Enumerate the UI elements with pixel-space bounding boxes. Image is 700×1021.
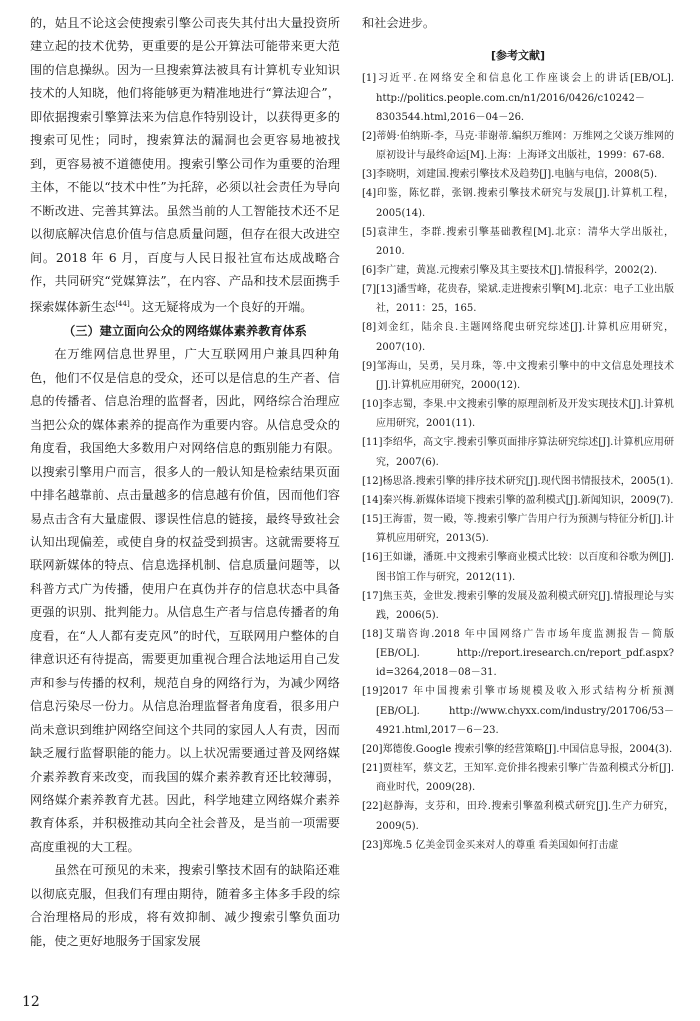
page-number: 12: [22, 994, 40, 1010]
reference-item: [20]郑德俊.Google 搜索引擎的经营策略[J].中国信息导报，2004(3).: [362, 743, 673, 755]
right-column: [362, 12, 674, 855]
reference-item: [19]2017 年中国搜索引擎市场规模及收入形式结构分析预测[EB/OL]. http://www.chyxx.com/industry/201706/53－4921.html,2017－6－23.: [362, 686, 674, 736]
reference-item: [14]秦兴梅.新媒体语境下搜索引擎的盈利模式[J].新闻知识，2009(7).: [362, 494, 674, 506]
reference-item: [11]李绍华，高文宇.搜索引擎页面排序算法研究综述[J].计算机应用研究，2007(6).: [362, 437, 674, 468]
reference-item: [9]邹海山，吴勇，吴月珠，等.中文搜索引擎中的中文信息处理技术[J].计算机应用研究，2000(12).: [362, 360, 674, 391]
reference-item: [4]印鉴，陈忆群，张钢.搜索引擎技术研究与发展[J].计算机工程，2005(14).: [362, 188, 674, 219]
reference-item: [3]李晓明，刘建国.搜索引擎技术及趋势[J].电脑与电信，2008(5).: [362, 169, 658, 181]
section-heading: （三）建立面向公众的网络媒体素养教育体系: [63, 323, 307, 338]
reference-item: [16]王如谦，潘斑.中文搜索引擎商业模式比较：以百度和谷歌为例[J].图书馆工作与研究，2012(11).: [362, 552, 674, 583]
body-paragraph-tail: 和社会进步。: [362, 16, 436, 30]
left-column: [30, 12, 340, 953]
reference-item: [1]习近平.在网络安全和信息化工作座谈会上的讲话[EB/OL]. http://politics.people.com.cn/n1/2016/0426/c10242－8303544.html,2016－04－26.: [362, 73, 674, 123]
reference-item: [22]赵静海，支芬和，田玲.搜索引擎盈利模式研究[J].生产力研究，2009(5).: [362, 801, 674, 832]
reference-item: [12]杨思洛.搜索引擎的排序技术研究[J].现代图书情报技术，2005(1).: [362, 475, 674, 487]
reference-item: [15]王海雷，贺一殿，等.搜索引擎广告用户行为预测与特征分析[J].计算机应用研究，2013(5).: [362, 514, 674, 545]
reference-item: [8]刘金红，陆余良.主题网络爬虫研究综述[J].计算机应用研究，2007(10).: [362, 322, 674, 353]
body-paragraph-1: 的，姑且不论这会使搜索引擎公司丧失其付出大量投资所建立起的技术优势，更重要的是公开算法可能带来更大范围的信息操纵。因为一旦搜索算法被具有计算机专业知识技术的人知晓，他们将能够更为精准地进行“算法迎合”，即依据搜索引擎算法来为信息作特别设计，以获得更多的搜索可见性；同时，搜索算法的漏洞也会更容易地被找到，更容易被不道德使用。搜索引擎公司作为重要的治理主体，不能以“技术中性”为托辞，必须以社会责任为导向不断改进、完善其算法。虽然当前的人工智能技术还不足以彻底解决信息价值与信息质量问题，但存在很大改进空间。2018 年 6 月，百度与人民日报社宣布达成战略合作，共同研究“党媒算法”，在内容、产品和技术层面携手探索媒体新生态[44]。这无疑将成为一个良好的开端。: [30, 16, 340, 315]
references-list: [362, 69, 674, 854]
reference-item: [2]蒂姆·伯纳斯-李，马克·菲谢蒂.编织万维网：万维网之父谈万维网的原初设计与最终命运[M].上海：上海译文出版社，1999：67-68.: [362, 130, 674, 162]
reference-item: [18]艾瑞咨询.2018 年中国网络广告市场年度监测报告－简版[EB/OL]. http://report.iresearch.cn/report_pdf.aspx?id=3264,2018－08－31.: [362, 628, 674, 679]
reference-item: [7][13]潘雪峰，花贵春，梁斌.走进搜索引擎[M].北京：电子工业出版社，2011：25，165.: [362, 284, 674, 315]
body-paragraph-3: 虽然在可预见的未来，搜索引擎技术固有的缺陷还难以彻底克服，但我们有理由期待，随着多主体多手段的综合治理格局的形成，将有效抑制、减少搜索引擎负面功能，使之更好地服务于国家发展: [30, 863, 340, 948]
reference-item: [23]郑堍.5 亿美金罚金买来对人的尊重 看美国如何打击虚: [362, 839, 619, 851]
reference-item: [21]贾桂军，蔡文艺，王知军.竞价排名搜索引擎广告盈利模式分析[J].商业时代，2009(28).: [362, 763, 674, 794]
reference-item: [6]李广建，黄崑.元搜索引擎及其主要技术[J].情报科学，2002(2).: [362, 265, 658, 277]
reference-item: [10]李志蜀，李果.中文搜索引擎的原理剖析及开发实现技术[J].计算机应用研究，2001(11).: [362, 399, 674, 430]
body-paragraph-2: 在万维网信息世界里，广大互联网用户兼具四种角色，他们不仅是信息的受众，还可以是信息的生产者、信息的传播者、信息治理的监督者，因此，网络综合治理应当把公众的媒体素养的提高作为重要内容。从信息受众的角度看，我国绝大多数用户对网络信息的甄别能力有限。以搜索引擎用户而言，很多人的一般认知是检索结果页面中排名越靠前、点击量越多的信息越有价值，因而他们容易点击含有大量虚假、谬误性信息的链接，最终导致社会认知出现偏差，或使自身的权益受到损害。这就需要将互联网新媒体的特点、信息选择机制、信息质量问题等，以科普方式广为传播，使用户在真伪并存的信息状态中具备更强的识别、批判能力。从信息生产者与信息传播者的角度看，在“人人都有麦克风”的时代，互联网用户整体的自律意识还有待提高，需要更加重视合理合法地运用自己发声和参与传播的权利，规范自身的网络行为，为减少网络信息污染尽一份力。从信息治理监督者角度看，很多用户尚未意识到维护网络空间这个共同的家园人人有责，因而缺乏履行监督职能的能力。以上状况需要通过普及网络媒介素养教育来改变，而我国的媒介素养教育还比较薄弱，网络媒介素养教育尤甚。因此，科学地建立网络媒介素养教育体系，并积极推动其向全社会普及，是当前一项需要高度重视的大工程。: [30, 347, 340, 854]
reference-item: [5]袁津生，李群.搜索引擎基础教程[M].北京：清华大学出版社，2010.: [362, 226, 674, 257]
references-title: [参考文献]: [490, 49, 546, 63]
reference-item: [17]焦玉英，金世发.搜索引擎的发展及盈利模式研究[J].情报理论与实践，2006(5).: [362, 590, 674, 621]
citation-44: [44]: [115, 300, 130, 309]
